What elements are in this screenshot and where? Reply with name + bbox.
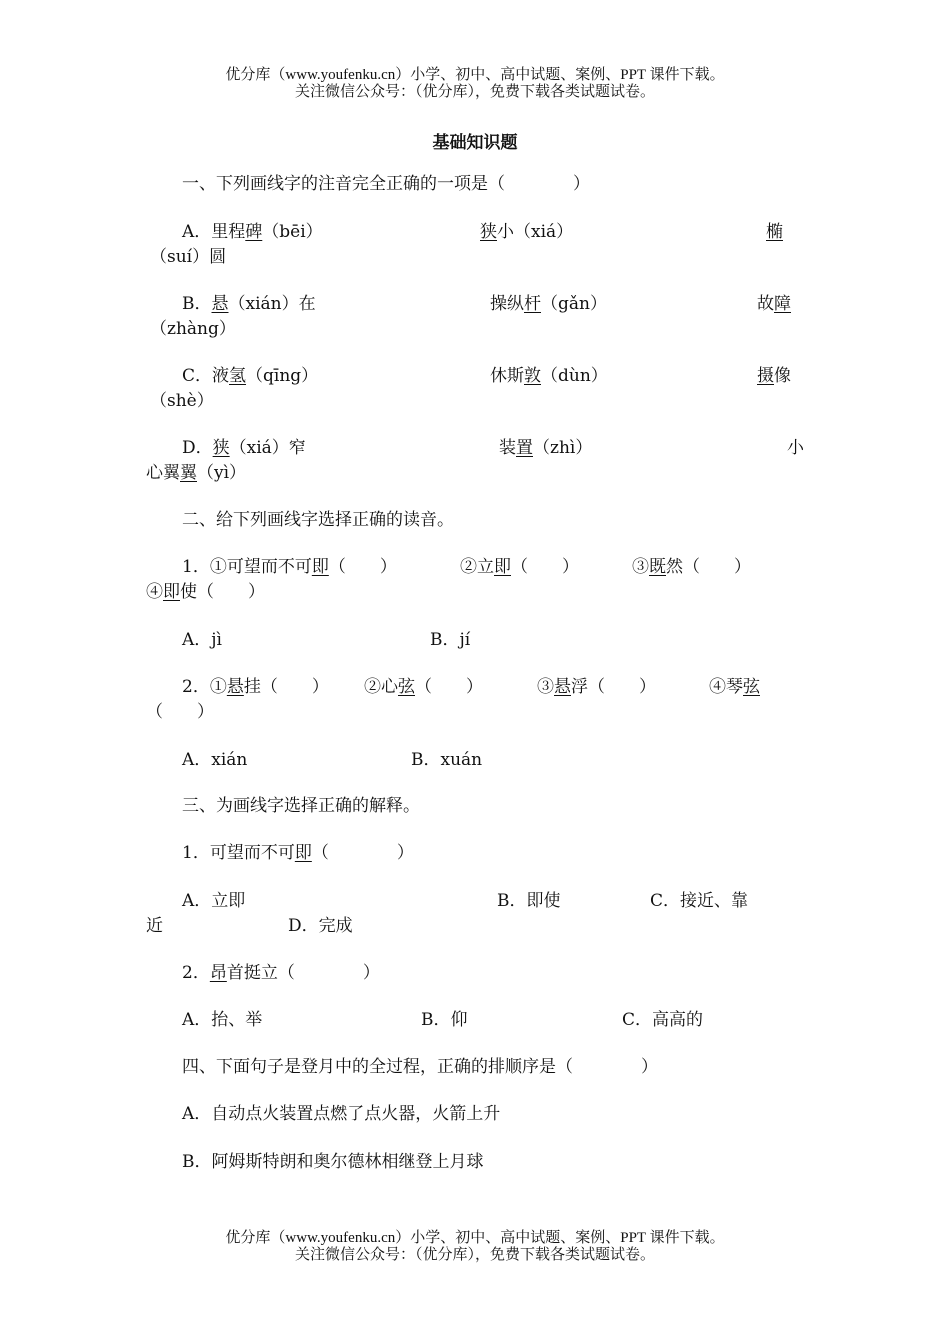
q2-stem: 二、给下列画线字选择正确的读音。 xyxy=(182,510,454,530)
underlined-char: 即 xyxy=(163,582,180,602)
q3-s1-option-a: A．立即 xyxy=(182,891,246,911)
q3-s1-option-b: B．即使 xyxy=(497,891,561,911)
q3-s2: 2．昂首挺立（ ） xyxy=(182,963,380,983)
underlined-char: 即 xyxy=(311,557,329,577)
q2-s2-option-a: A．xián xyxy=(182,750,248,770)
q2-s2-c: ③悬浮（ ） xyxy=(537,677,656,697)
header-line-2: 关注微信公众号：（优分库），免费下载各类试题试卷。 xyxy=(294,84,655,100)
underlined-char: 狭 xyxy=(480,222,497,242)
underlined-char: 悬 xyxy=(211,294,229,314)
underlined-char: 弦 xyxy=(398,677,415,697)
underlined-char: 昂 xyxy=(209,963,227,983)
q2-s1-d: ④即使（ ） xyxy=(146,582,265,602)
q1-option-a-part3 xyxy=(766,220,783,244)
page-footer xyxy=(0,1230,950,1264)
q1-option-a-part1: A．里程碑（bēi） xyxy=(182,222,323,242)
underlined-char: 既 xyxy=(649,557,666,577)
document-title: 基础知识题 xyxy=(432,133,518,153)
q2-s2-d-wrap: （ ） xyxy=(146,702,214,722)
underlined-char: 椭 xyxy=(766,222,783,242)
q1-option-c-part3: 摄像 xyxy=(757,366,791,386)
q1-option-c-part1: C．液氢（qīng） xyxy=(182,366,319,386)
q2-s2-a: 2．①悬挂（ ） xyxy=(182,677,329,697)
q3-s1-option-c-wrap: 近 xyxy=(146,916,163,936)
q1-option-d-wrap: 心翼翼（yì） xyxy=(146,463,247,483)
q1-option-b-part2: 操纵杆（gǎn） xyxy=(490,294,607,314)
q3-s1-option-c: C．接近、靠 xyxy=(650,891,749,911)
q1-option-b-wrap: （zhàng） xyxy=(150,319,236,339)
underlined-char: 摄 xyxy=(757,366,774,386)
q2-s2-d: ④琴弦 xyxy=(709,677,760,697)
q2-s1-b: ②立即（ ） xyxy=(460,557,579,577)
q1-option-d-part3: 小 xyxy=(787,438,804,458)
underlined-char: 氢 xyxy=(229,366,247,386)
underlined-char: 杆 xyxy=(524,294,541,314)
q1-option-c-wrap: （shè） xyxy=(150,391,214,411)
q1-option-b-part1: B．悬（xián）在 xyxy=(182,294,316,314)
q2-s1-option-b: B．jí xyxy=(430,630,471,650)
q2-s1-a: 1．①可望而不可即（ ） xyxy=(182,557,397,577)
underlined-char: 悬 xyxy=(226,677,244,697)
underlined-char: 弦 xyxy=(743,677,760,697)
q2-s2-b: ②心弦（ ） xyxy=(364,677,483,697)
q1-option-a-wrap: （suí）圆 xyxy=(150,247,227,267)
underlined-char: 即 xyxy=(494,557,511,577)
underlined-char: 悬 xyxy=(554,677,571,697)
underlined-char: 即 xyxy=(294,843,312,863)
underlined-char: 置 xyxy=(516,438,533,458)
underlined-char: 碑 xyxy=(245,222,263,242)
q2-s1-option-a: A．jì xyxy=(182,630,222,650)
q3-s1-option-d: D．完成 xyxy=(288,916,353,936)
q1-stem: 一、下列画线字的注音完全正确的一项是（ ） xyxy=(182,174,590,194)
q2-s2-option-b: B．xuán xyxy=(411,750,483,770)
underlined-char: 障 xyxy=(774,294,791,314)
q3-s2-option-c: C．高高的 xyxy=(622,1010,704,1030)
q1-option-d-part2: 装置（zhì） xyxy=(499,438,593,458)
q4-stem: 四、下面句子是登月中的全过程，正确的排顺序是（ ） xyxy=(182,1057,658,1077)
q4-option-b: B．阿姆斯特朗和奥尔德林相继登上月球 xyxy=(182,1152,484,1172)
q1-option-b-part3: 故障 xyxy=(757,294,791,314)
q1-option-a-part2: 狭小（xiá） xyxy=(480,222,574,242)
q3-stem: 三、为画线字选择正确的解释。 xyxy=(182,796,420,816)
underlined-char: 狭 xyxy=(212,438,230,458)
header-line-1: 优分库（www.youfenku.cn）小学、初中、高中试题、案例、PPT 课件下载。 xyxy=(225,67,725,83)
q3-s2-option-b: B．仰 xyxy=(421,1010,468,1030)
page-header xyxy=(0,67,950,101)
q1-option-d-part1: D．狭（xiá）窄 xyxy=(182,438,306,458)
footer-line-2: 关注微信公众号：（优分库），免费下载各类试题试卷。 xyxy=(294,1247,655,1263)
q4-option-a: A．自动点火装置点燃了点火器，火箭上升 xyxy=(182,1104,501,1124)
q2-s1-c: ③既然（ ） xyxy=(632,557,751,577)
q3-s2-option-a: A．抬、举 xyxy=(182,1010,263,1030)
q3-s1: 1．可望而不可即（ ） xyxy=(182,843,414,863)
underlined-char: 敦 xyxy=(524,366,541,386)
underlined-char: 翼 xyxy=(180,463,197,483)
footer-line-1: 优分库（www.youfenku.cn）小学、初中、高中试题、案例、PPT 课件下载。 xyxy=(225,1230,725,1246)
q1-option-c-part2: 休斯敦（dùn） xyxy=(490,366,608,386)
